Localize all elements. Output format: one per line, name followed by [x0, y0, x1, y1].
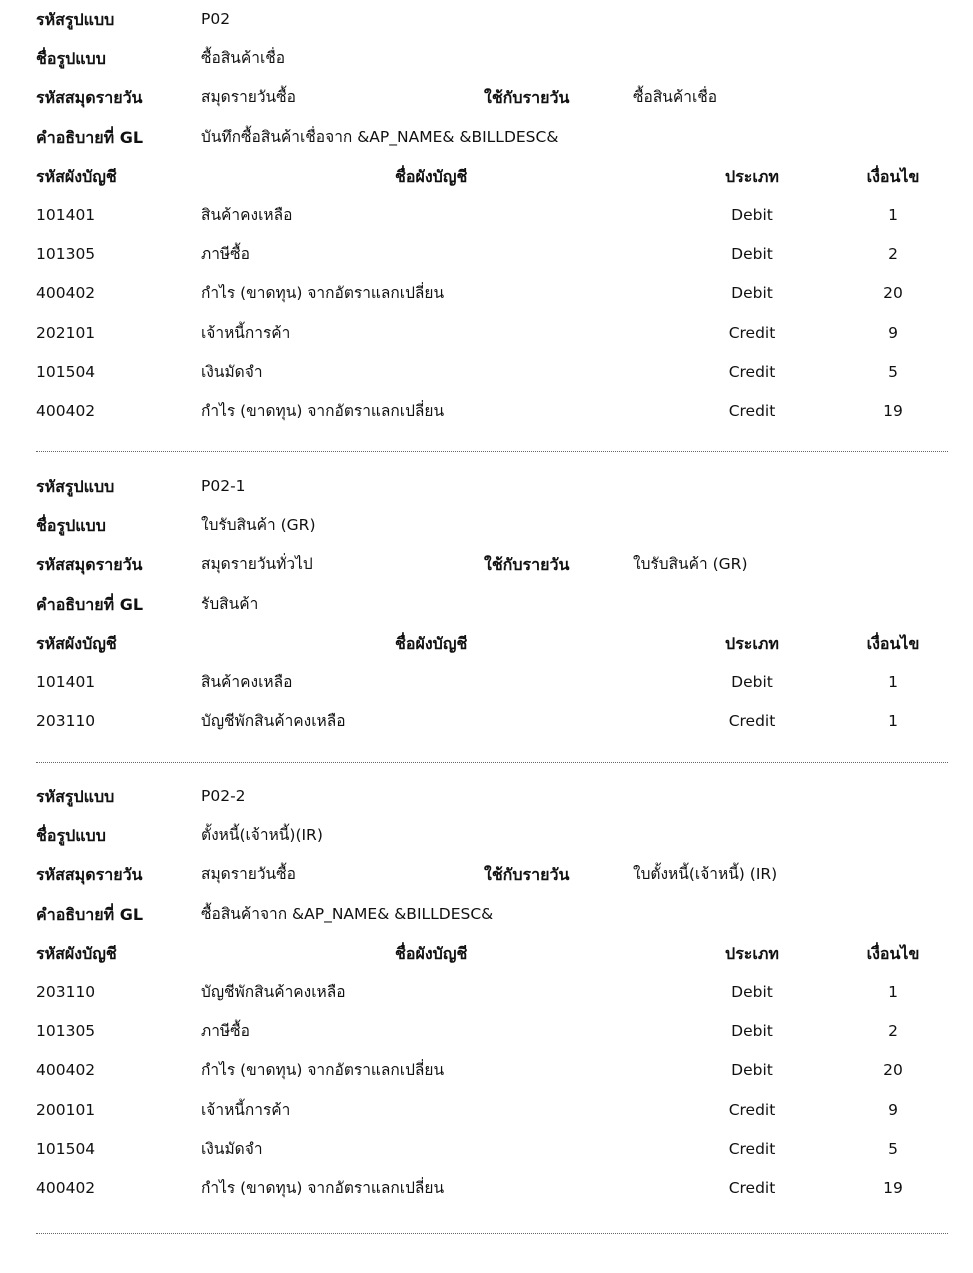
account-code: 101305: [36, 245, 96, 264]
entry-type: Credit: [728, 1139, 776, 1158]
journal-row: [0, 545, 973, 584]
entry-type: Debit: [731, 672, 773, 691]
entry-type: Credit: [728, 1100, 776, 1119]
entry-type: Credit: [728, 712, 776, 731]
account-code: 101504: [36, 1139, 96, 1158]
account-code: 101401: [36, 205, 96, 224]
type-header: ประเภท: [725, 166, 779, 186]
used-with-journal-label: ใช้กับรายวัน: [484, 555, 570, 575]
condition-value: 1: [888, 672, 898, 691]
account-code: 101401: [36, 672, 96, 691]
table-row: [0, 702, 973, 741]
template-code-row: [0, 467, 973, 506]
condition-value: 2: [888, 245, 898, 264]
entry-type: Credit: [728, 362, 776, 381]
template-code-value: P02-2: [201, 787, 246, 805]
account-name: เงินมัดจำ: [201, 362, 263, 381]
table-row: [0, 353, 973, 392]
table-row: [0, 1091, 973, 1130]
condition-value: 19: [883, 401, 903, 420]
journal-row: [0, 78, 973, 117]
account-name-header: ชื่อผังบัญชี: [395, 166, 468, 186]
journal-code-label: รหัสสมุดรายวัน: [36, 88, 143, 108]
journal-row: [0, 855, 973, 894]
condition-value: 1: [888, 205, 898, 224]
condition-header: เงื่อนไข: [866, 633, 920, 653]
account-code-header: รหัสผังบัญชี: [36, 166, 117, 186]
condition-value: 9: [888, 323, 898, 342]
account-name: กำไร (ขาดทุน) จากอัตราแลกเปลี่ยน: [201, 401, 445, 420]
gl-description-label: คำอธิบายที่ GL: [36, 594, 144, 614]
gl-description-value: ซื้อสินค้าจาก &AP_NAME& &BILLDESC&: [201, 904, 494, 923]
account-code: 203110: [36, 712, 96, 731]
account-code: 400402: [36, 1061, 96, 1080]
template-name-label: ชื่อรูปแบบ: [36, 49, 106, 69]
entry-type: Debit: [731, 1022, 773, 1041]
table-row: [0, 392, 973, 431]
table-row: [0, 274, 973, 313]
table-row: [0, 973, 973, 1012]
condition-value: 1: [888, 712, 898, 731]
condition-value: 9: [888, 1100, 898, 1119]
template-name-row: [0, 816, 973, 855]
account-name: กำไร (ขาดทุน) จากอัตราแลกเปลี่ยน: [201, 1061, 445, 1080]
used-with-journal-label: ใช้กับรายวัน: [484, 865, 570, 885]
template-name-row: [0, 506, 973, 545]
template-section-p02: [0, 0, 973, 431]
section-divider: [36, 1233, 948, 1234]
gl-description-row: [0, 895, 973, 934]
account-name: กำไร (ขาดทุน) จากอัตราแลกเปลี่ยน: [201, 1178, 445, 1197]
account-name: เงินมัดจำ: [201, 1139, 263, 1158]
gl-description-row: [0, 118, 973, 157]
gl-description-value: บันทึกซื้อสินค้าเชื่อจาก &AP_NAME& &BILLDESC&: [201, 127, 559, 146]
journal-code-label: รหัสสมุดรายวัน: [36, 555, 143, 575]
account-code: 101504: [36, 362, 96, 381]
template-section-p02-2: [0, 777, 973, 1208]
table-row: [0, 314, 973, 353]
account-code: 400402: [36, 401, 96, 420]
account-name: บัญชีพักสินค้าคงเหลือ: [201, 712, 346, 731]
account-name: บัญชีพักสินค้าคงเหลือ: [201, 982, 346, 1001]
gl-description-value: รับสินค้า: [201, 594, 259, 613]
used-with-journal-value: ใบรับสินค้า (GR): [633, 555, 748, 574]
account-code: 400402: [36, 284, 96, 303]
template-name-label: ชื่อรูปแบบ: [36, 826, 106, 846]
account-name: กำไร (ขาดทุน) จากอัตราแลกเปลี่ยน: [201, 284, 445, 303]
template-name-value: ใบรับสินค้า (GR): [201, 516, 316, 535]
account-name-header: ชื่อผังบัญชี: [395, 943, 468, 963]
condition-header: เงื่อนไข: [866, 943, 920, 963]
account-name-header: ชื่อผังบัญชี: [395, 633, 468, 653]
entry-type: Debit: [731, 245, 773, 264]
template-code-value: P02-1: [201, 477, 246, 495]
template-name-row: [0, 39, 973, 78]
account-code: 203110: [36, 982, 96, 1001]
entry-type: Credit: [728, 1178, 776, 1197]
gl-description-label: คำอธิบายที่ GL: [36, 127, 144, 147]
account-code: 202101: [36, 323, 96, 342]
condition-value: 2: [888, 1022, 898, 1041]
table-row: [0, 1051, 973, 1090]
entry-type: Debit: [731, 205, 773, 224]
journal-code-value: สมุดรายวันซื้อ: [201, 88, 296, 107]
table-header: [0, 157, 973, 196]
entry-type: Debit: [731, 982, 773, 1001]
template-code-label: รหัสรูปแบบ: [36, 10, 115, 29]
entry-type: Debit: [731, 284, 773, 303]
template-name-label: ชื่อรูปแบบ: [36, 516, 106, 536]
condition-value: 20: [883, 284, 903, 303]
gl-description-row: [0, 585, 973, 624]
template-code-label: รหัสรูปแบบ: [36, 787, 115, 806]
account-name: เจ้าหนี้การค้า: [201, 323, 291, 342]
condition-value: 19: [883, 1178, 903, 1197]
template-name-value: ตั้งหนี้(เจ้าหนี้)(IR): [201, 826, 323, 845]
condition-value: 1: [888, 982, 898, 1001]
journal-code-value: สมุดรายวันทั่วไป: [201, 555, 313, 574]
template-section-p02-1: [0, 467, 973, 741]
table-header: [0, 934, 973, 973]
account-name: เจ้าหนี้การค้า: [201, 1100, 291, 1119]
template-name-value: ซื้อสินค้าเชื่อ: [201, 49, 286, 68]
journal-code-value: สมุดรายวันซื้อ: [201, 865, 296, 884]
used-with-journal-value: ซื้อสินค้าเชื่อ: [633, 88, 718, 107]
account-code: 200101: [36, 1100, 96, 1119]
table-header: [0, 624, 973, 663]
type-header: ประเภท: [725, 943, 779, 963]
condition-value: 5: [888, 362, 898, 381]
section-divider: [36, 451, 948, 452]
template-code-label: รหัสรูปแบบ: [36, 477, 115, 496]
condition-value: 20: [883, 1061, 903, 1080]
condition-header: เงื่อนไข: [866, 166, 920, 186]
account-code: 400402: [36, 1178, 96, 1197]
entry-type: Credit: [728, 401, 776, 420]
account-name: สินค้าคงเหลือ: [201, 205, 293, 224]
table-row: [0, 196, 973, 235]
table-row: [0, 1169, 973, 1208]
template-code-value: P02: [201, 10, 231, 28]
table-row: [0, 235, 973, 274]
condition-value: 5: [888, 1139, 898, 1158]
account-code-header: รหัสผังบัญชี: [36, 633, 117, 653]
table-row: [0, 1130, 973, 1169]
entry-type: Credit: [728, 323, 776, 342]
account-code: 101305: [36, 1022, 96, 1041]
table-row: [0, 663, 973, 702]
account-code-header: รหัสผังบัญชี: [36, 943, 117, 963]
used-with-journal-value: ใบตั้งหนี้(เจ้าหนี้) (IR): [633, 865, 778, 884]
account-name: ภาษีซื้อ: [201, 1022, 250, 1041]
template-code-row: [0, 0, 973, 39]
journal-code-label: รหัสสมุดรายวัน: [36, 865, 143, 885]
table-row: [0, 1012, 973, 1051]
template-code-row: [0, 777, 973, 816]
type-header: ประเภท: [725, 633, 779, 653]
gl-description-label: คำอธิบายที่ GL: [36, 904, 144, 924]
section-divider: [36, 762, 948, 763]
used-with-journal-label: ใช้กับรายวัน: [484, 88, 570, 108]
entry-type: Debit: [731, 1061, 773, 1080]
account-name: ภาษีซื้อ: [201, 245, 250, 264]
account-name: สินค้าคงเหลือ: [201, 672, 293, 691]
